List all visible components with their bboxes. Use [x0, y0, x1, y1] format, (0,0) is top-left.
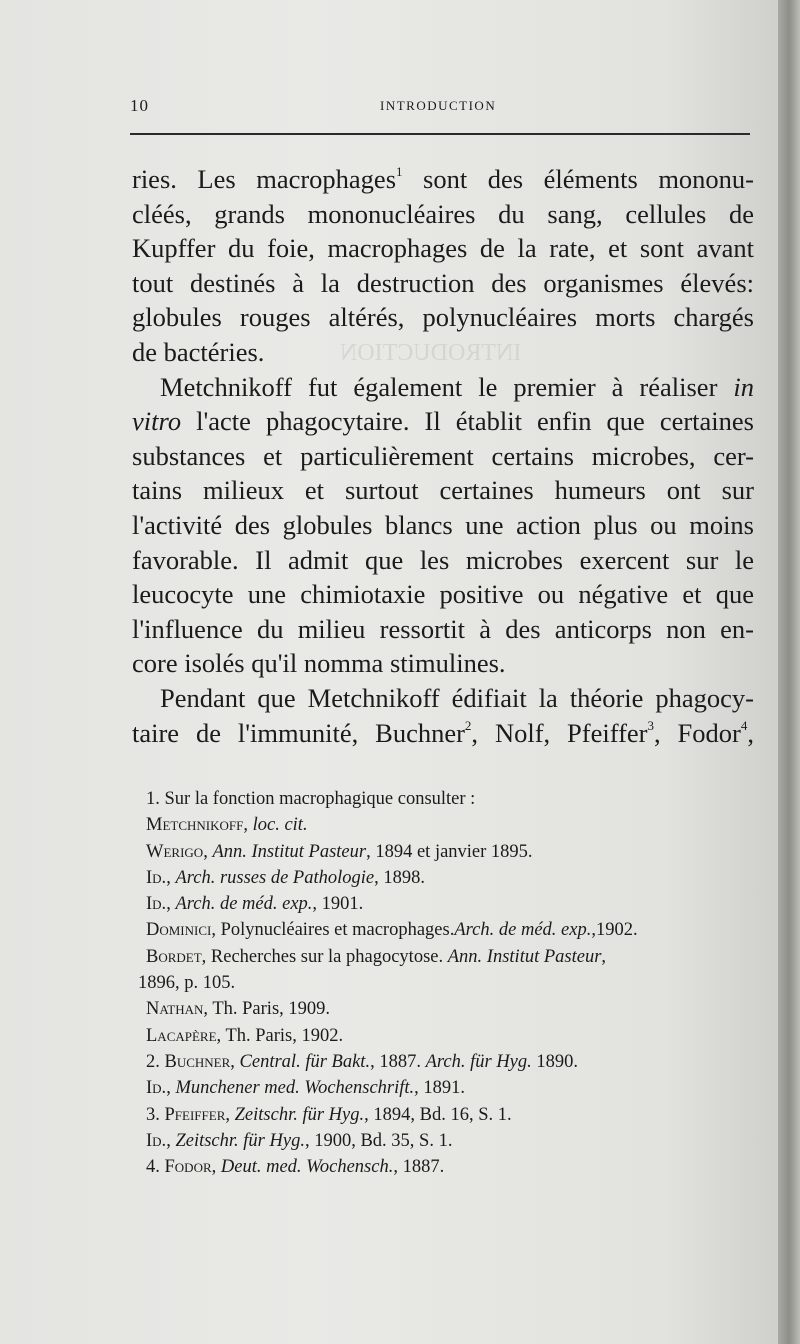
footnote-ref-line: Werigo, Ann. Institut Pasteur, 1894 et janvier 1895.: [146, 841, 533, 862]
body-line: de bactéries.: [132, 336, 265, 367]
footnote-ref-line: Id., Munchener med. Wochenschrift., 1891.: [146, 1078, 466, 1099]
body-line: leucocyte une chimiotaxie positive ou négative et que: [132, 579, 754, 610]
footnote-ref-line: Dominici, Polynucléaires et macrophages.Arch. de méd. exp.,1902.: [146, 920, 638, 941]
footnote: 2. Buchner, Central. für Bakt., 1887. Arch. für Hyg. 1890.: [146, 1051, 579, 1072]
body-line: l'influence du milieu ressortit à des anticorps non en-: [132, 613, 754, 644]
footnote-ref-line: Id., Zeitschr. für Hyg., 1900, Bd. 35, S. 1.: [146, 1130, 453, 1151]
footnote-ref-line: Lacapère, Th. Paris, 1902.: [146, 1025, 344, 1046]
footnote: 4. Fodor, Deut. med. Wochensch., 1887.: [146, 1157, 445, 1178]
body-line: vitro l'acte phagocytaire. Il établit enfin que certaines: [132, 406, 754, 437]
body-line: l'activité des globules blancs une action plus ou moins: [132, 509, 754, 540]
footnote: 1. Sur la fonction macrophagique consulter :: [146, 789, 476, 809]
body-line: Metchnikoff fut également le premier à réaliser in: [160, 371, 754, 402]
body-line: favorable. Il admit que les microbes exercent sur le: [132, 544, 754, 575]
footnotes: [138, 786, 766, 1180]
body-line: cléés, grands mononucléaires du sang, cellules de: [132, 198, 754, 229]
footnote-ref: 3: [647, 717, 655, 733]
running-head: INTRODUCTION: [380, 98, 497, 113]
footnote: 3. Pfeiffer, Zeitschr. für Hyg., 1894, Bd. 16, S. 1.: [146, 1104, 512, 1125]
body-line: core isolés qu'il nomma stimulines.: [132, 648, 506, 679]
header-rule: [130, 133, 750, 135]
body-line: substances et particulièrement certains microbes, cer-: [132, 440, 754, 471]
footnote-ref: 1: [396, 164, 403, 179]
page-header: [130, 96, 750, 118]
body-line: taire de l'immunité, Buchner$^2$, Nolf, Pfeiffer$^3$, Fodor$^4$,: [132, 717, 754, 748]
footnote-ref-line: Nathan, Th. Paris, 1909.: [146, 999, 331, 1020]
footnote-ref-line: Id., Arch. russes de Pathologie, 1898.: [146, 867, 425, 888]
page-number: 10: [130, 96, 149, 115]
body-line: Pendant que Metchnikoff édifiait la théorie phagocy-: [160, 682, 754, 713]
body-line: ries. Les macrophages$^1$ sont des éléments mononu-: [132, 164, 755, 194]
footnote-continuation: 1896, p. 105.: [138, 973, 236, 994]
bleed-through-text: INTRODUCTION: [340, 340, 522, 366]
page-edge: [778, 0, 800, 1344]
footnote-ref-line: Bordet, Recherches sur la phagocytose. Ann. Institut Pasteur,: [146, 946, 607, 967]
footnote-ref-line: Metchnikoff, loc. cit.: [146, 815, 308, 836]
footnote-ref: 2: [464, 717, 472, 733]
body-line: tains milieux et surtout certaines humeurs ont sur: [132, 475, 754, 506]
footnote-ref: 4: [740, 717, 748, 733]
body-line: tout destinés à la destruction des organismes élevés:: [132, 267, 754, 298]
body-line: globules rouges altérés, polynucléaires morts chargés: [132, 302, 754, 333]
body-text: [132, 162, 754, 750]
footnote-ref-line: Id., Arch. de méd. exp., 1901.: [146, 894, 364, 915]
body-line: Kupffer du foie, macrophages de la rate, et sont avant: [132, 233, 754, 264]
